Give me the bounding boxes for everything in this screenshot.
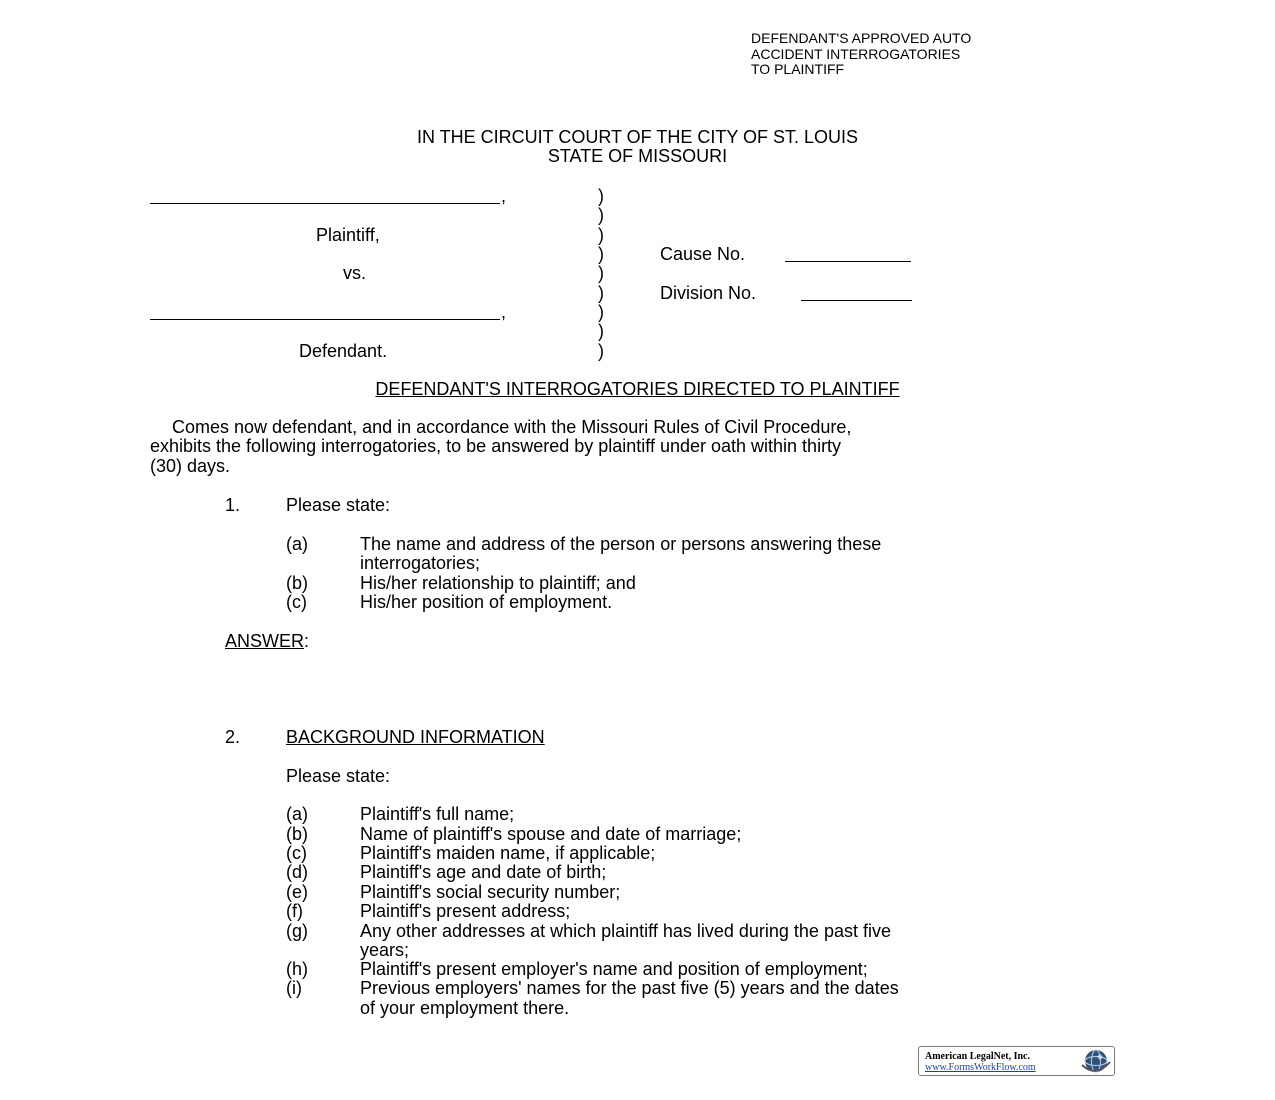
blank-comma: , xyxy=(501,186,507,206)
item-letter: (g) xyxy=(286,921,308,941)
corner-title-line: TO PLAINTIFF xyxy=(751,61,845,77)
item-letter: (b) xyxy=(286,824,308,844)
question-2-heading: BACKGROUND INFORMATION xyxy=(286,727,545,747)
item-letter: (a) xyxy=(286,534,308,554)
cause-number-blank[interactable] xyxy=(785,261,911,262)
item-text: Name of plaintiff's spouse and date of marriage; xyxy=(360,824,742,844)
answer-label xyxy=(225,632,309,650)
caption-paren: ) xyxy=(598,205,604,225)
vs-label: vs. xyxy=(343,263,367,283)
answer-label-colon: : xyxy=(304,631,310,651)
item-text: Plaintiff's full name; xyxy=(360,804,515,824)
form-corner-title xyxy=(751,31,971,78)
item-text: The name and address of the person or persons answering these xyxy=(360,534,882,554)
caption-paren: ) xyxy=(598,302,604,322)
item-letter: (e) xyxy=(286,882,308,902)
item-text: Plaintiff's age and date of birth; xyxy=(360,862,607,882)
caption-paren: ) xyxy=(598,186,604,206)
item-text: Any other addresses at which plaintiff has lived during the past five xyxy=(360,921,891,941)
item-text: of your employment there. xyxy=(360,998,570,1018)
intro-line: exhibits the following interrogatories, to be answered by plaintiff under oath within thirty xyxy=(150,436,842,457)
item-text: His/her relationship to plaintiff; and xyxy=(360,573,636,593)
caption-paren: ) xyxy=(598,244,604,264)
logo-website-link[interactable]: www.FormsWorkFlow.com xyxy=(925,1062,1036,1073)
document-title: DEFENDANT'S INTERROGATORIES DIRECTED TO PLAINTIFF xyxy=(375,379,900,399)
division-number-blank[interactable] xyxy=(801,300,912,301)
american-legalnet-logo[interactable] xyxy=(918,1046,1115,1076)
cause-number-label: Cause No. xyxy=(660,244,746,264)
caption-paren: ) xyxy=(598,263,604,283)
logo-company-name: American LegalNet, Inc. xyxy=(925,1051,1030,1062)
intro-line: (30) days. xyxy=(150,455,231,476)
item-letter: (i) xyxy=(286,978,302,998)
item-text: Plaintiff's maiden name, if applicable; xyxy=(360,843,656,863)
court-state: STATE OF MISSOURI xyxy=(547,146,728,166)
item-text: His/her position of employment. xyxy=(360,592,613,612)
caption-paren: ) xyxy=(598,321,604,341)
defendant-label: Defendant. xyxy=(299,341,388,361)
item-text: interrogatories; xyxy=(360,553,481,573)
intro-line: Comes now defendant, and in accordance with the Missouri Rules of Civil Procedure, xyxy=(172,417,852,437)
court-name: IN THE CIRCUIT COURT OF THE CITY OF ST. LOUIS xyxy=(416,127,859,147)
caption-paren: ) xyxy=(598,341,604,361)
item-letter: (a) xyxy=(286,804,308,824)
item-letter: (b) xyxy=(286,573,308,593)
item-text: Previous employers' names for the past five (5) years and the dates xyxy=(360,978,899,998)
item-text: Plaintiff's present address; xyxy=(360,901,571,921)
corner-title-line: DEFENDANT'S APPROVED AUTO xyxy=(751,30,972,46)
caption-paren: ) xyxy=(598,225,604,245)
item-letter: (h) xyxy=(286,959,308,979)
item-letter: (f) xyxy=(286,901,303,921)
caption-paren: ) xyxy=(598,283,604,303)
question-2-subheading: Please state: xyxy=(286,766,391,786)
item-letter: (c) xyxy=(286,843,307,863)
item-text: years; xyxy=(360,940,410,960)
corner-title-line: ACCIDENT INTERROGATORIES xyxy=(751,45,961,62)
defendant-name-blank[interactable] xyxy=(150,319,500,320)
globe-icon xyxy=(1078,1048,1112,1074)
plaintiff-name-blank[interactable] xyxy=(150,203,500,204)
intro-paragraph xyxy=(150,418,1120,476)
item-letter: (d) xyxy=(286,862,308,882)
item-letter: (c) xyxy=(286,592,307,612)
question-2-number: 2. xyxy=(225,727,241,747)
blank-comma: , xyxy=(501,302,507,322)
item-text: Plaintiff's present employer's name and position of employment; xyxy=(360,959,868,979)
answer-label-text: ANSWER xyxy=(225,631,305,651)
plaintiff-label: Plaintiff, xyxy=(316,225,380,245)
division-number-label: Division No. xyxy=(660,283,757,303)
question-1-heading: Please state: xyxy=(286,495,391,515)
item-text: Plaintiff's social security number; xyxy=(360,882,621,902)
question-1-number: 1. xyxy=(225,495,241,515)
